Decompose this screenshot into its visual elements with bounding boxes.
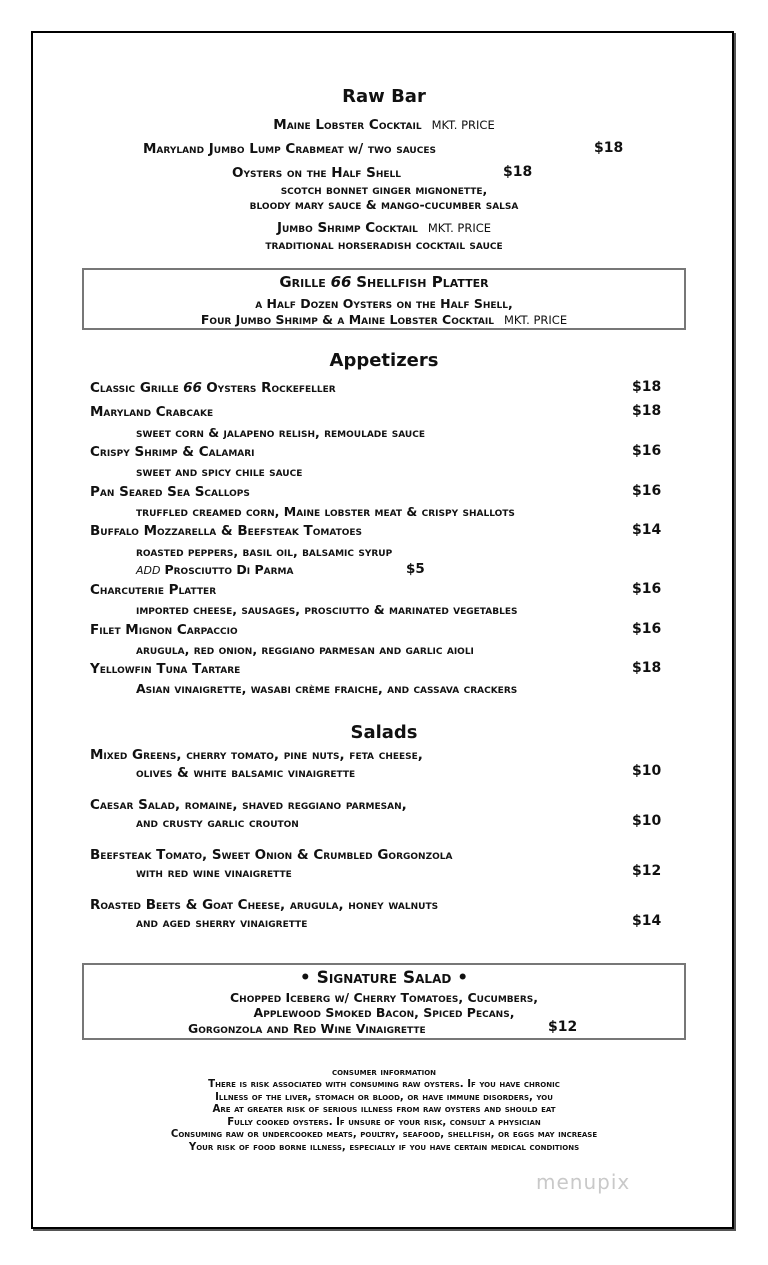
salad-line-2: olives & white balsamic vinaigrette <box>136 765 356 781</box>
salad-line-1: Mixed Greens, cherry tomato, pine nuts, feta cheese, <box>90 747 423 763</box>
salad-line-2: and crusty garlic crouton <box>136 815 299 831</box>
signature-line-3: Gorgonzola and Red Wine Vinaigrette <box>188 1021 426 1036</box>
appetizer-addon <box>136 562 293 577</box>
salad-price: $12 <box>632 863 662 879</box>
consumer-info-title: consumer information <box>331 1066 437 1078</box>
appetizer-name: Yellowfin Tuna Tartare <box>90 661 241 677</box>
lobster-cocktail-item <box>0 117 768 133</box>
appetizer-desc: arugula, red onion, reggiano parmesan and garlic aioli <box>136 642 474 657</box>
salads-heading: Salads <box>350 722 418 743</box>
appetizer-price: $18 <box>632 379 662 395</box>
salad-price: $14 <box>632 913 662 929</box>
shrimp-cocktail-item <box>0 220 768 236</box>
platter-title <box>0 273 768 291</box>
appetizers-heading: Appetizers <box>329 350 439 371</box>
appetizer-name: Crispy Shrimp & Calamari <box>90 444 255 460</box>
signature-line-2: Applewood Smoked Bacon, Spiced Pecans, <box>253 1005 515 1020</box>
appetizer-price: $16 <box>632 621 662 637</box>
platter-price: MKT. PRICE <box>503 313 568 327</box>
item-name: Maine Lobster Cocktail <box>273 117 422 133</box>
appetizer-name: Pan Seared Sea Scallops <box>90 484 250 500</box>
item-name-post: Oysters Rockefeller <box>206 380 336 396</box>
appetizer-desc: Asian vinaigrette, wasabi crème fraiche, and cassava crackers <box>136 681 518 696</box>
addon-price: $5 <box>406 561 425 577</box>
signature-title: • Signature Salad • <box>299 968 469 988</box>
platter-title-pre: Grille <box>279 273 326 291</box>
salad-price: $10 <box>632 813 662 829</box>
appetizer-price: $18 <box>632 403 662 419</box>
appetizer-name: Charcuterie Platter <box>90 582 217 598</box>
appetizer-name: Maryland Crabcake <box>90 404 214 420</box>
appetizer-price: $16 <box>632 483 662 499</box>
appetizer-name: Buffalo Mozzarella & Beefsteak Tomatoes <box>90 523 363 539</box>
consumer-line: Are at greater risk of serious illness from raw oysters and should eat <box>212 1104 556 1115</box>
platter-line-2 <box>0 312 768 327</box>
menupix-watermark: menupix <box>536 1170 631 1194</box>
item-price: MKT. PRICE <box>427 221 492 235</box>
oysters-desc-1: scotch bonnet ginger mignonette, <box>280 182 488 197</box>
item-name-num: 66 <box>183 380 202 396</box>
shrimp-desc: traditional horseradish cocktail sauce <box>265 237 503 252</box>
salad-line-1: Beefsteak Tomato, Sweet Onion & Crumbled Gorgonzola <box>90 847 453 863</box>
appetizer-desc: sweet corn & jalapeno relish, remoulade sauce <box>136 425 425 440</box>
appetizer-price: $18 <box>632 660 662 676</box>
appetizer-name: Filet Mignon Carpaccio <box>90 622 238 638</box>
consumer-line: Fully cooked oysters. If unsure of your risk, consult a physician <box>227 1117 541 1128</box>
salad-line-2: with red wine vinaigrette <box>136 865 292 881</box>
consumer-line: Your risk of food borne illness, especially if you have certain medical conditions <box>188 1142 580 1153</box>
consumer-line: There is risk associated with consuming raw oysters. If you have chronic <box>208 1079 560 1090</box>
addon-name: Prosciutto Di Parma <box>164 562 294 577</box>
crabmeat-item-name: Maryland Jumbo Lump Crabmeat w/ two sauces <box>143 141 436 157</box>
consumer-line: Consuming raw or undercooked meats, poultry, seafood, shellfish, or eggs may increase <box>170 1129 598 1140</box>
appetizer-oysters-rockefeller <box>90 380 336 396</box>
oysters-item-name: Oysters on the Half Shell <box>232 165 401 181</box>
salad-line-2: and aged sherry vinaigrette <box>136 915 308 931</box>
platter-title-num: 66 <box>330 273 352 291</box>
raw-bar-heading: Raw Bar <box>342 86 426 107</box>
item-name: Jumbo Shrimp Cocktail <box>276 220 418 236</box>
oysters-desc-2: bloody mary sauce & mango-cucumber salsa <box>249 197 519 212</box>
appetizer-desc: imported cheese, sausages, prosciutto & marinated vegetables <box>136 602 518 617</box>
salad-line-1: Caesar Salad, romaine, shaved reggiano parmesan, <box>90 797 407 813</box>
appetizer-price: $16 <box>632 443 662 459</box>
salad-price: $10 <box>632 763 662 779</box>
platter-line-2-text: Four Jumbo Shrimp & a Maine Lobster Cocktail <box>200 312 494 327</box>
signature-line-1: Chopped Iceberg w/ Cherry Tomatoes, Cucumbers, <box>230 990 538 1005</box>
appetizer-desc: truffled creamed corn, Maine lobster meat & crispy shallots <box>136 504 515 519</box>
crabmeat-item-price: $18 <box>594 140 624 156</box>
consumer-line: Illness of the liver, stomach or blood, or have immune disorders, you <box>215 1092 553 1103</box>
oysters-item-price: $18 <box>503 164 533 180</box>
signature-price: $12 <box>548 1019 578 1035</box>
platter-title-post: Shellfish Platter <box>356 273 489 291</box>
platter-line-1: a Half Dozen Oysters on the Half Shell, <box>255 296 513 311</box>
appetizer-price: $14 <box>632 522 662 538</box>
appetizer-price: $16 <box>632 581 662 597</box>
appetizer-desc: sweet and spicy chile sauce <box>136 464 303 479</box>
appetizer-desc: roasted peppers, basil oil, balsamic syrup <box>136 544 393 559</box>
item-name-pre: Classic Grille <box>90 380 179 396</box>
salad-line-1: Roasted Beets & Goat Cheese, arugula, honey walnuts <box>90 897 439 913</box>
item-price: MKT. PRICE <box>431 118 495 132</box>
addon-label: ADD <box>136 564 161 577</box>
